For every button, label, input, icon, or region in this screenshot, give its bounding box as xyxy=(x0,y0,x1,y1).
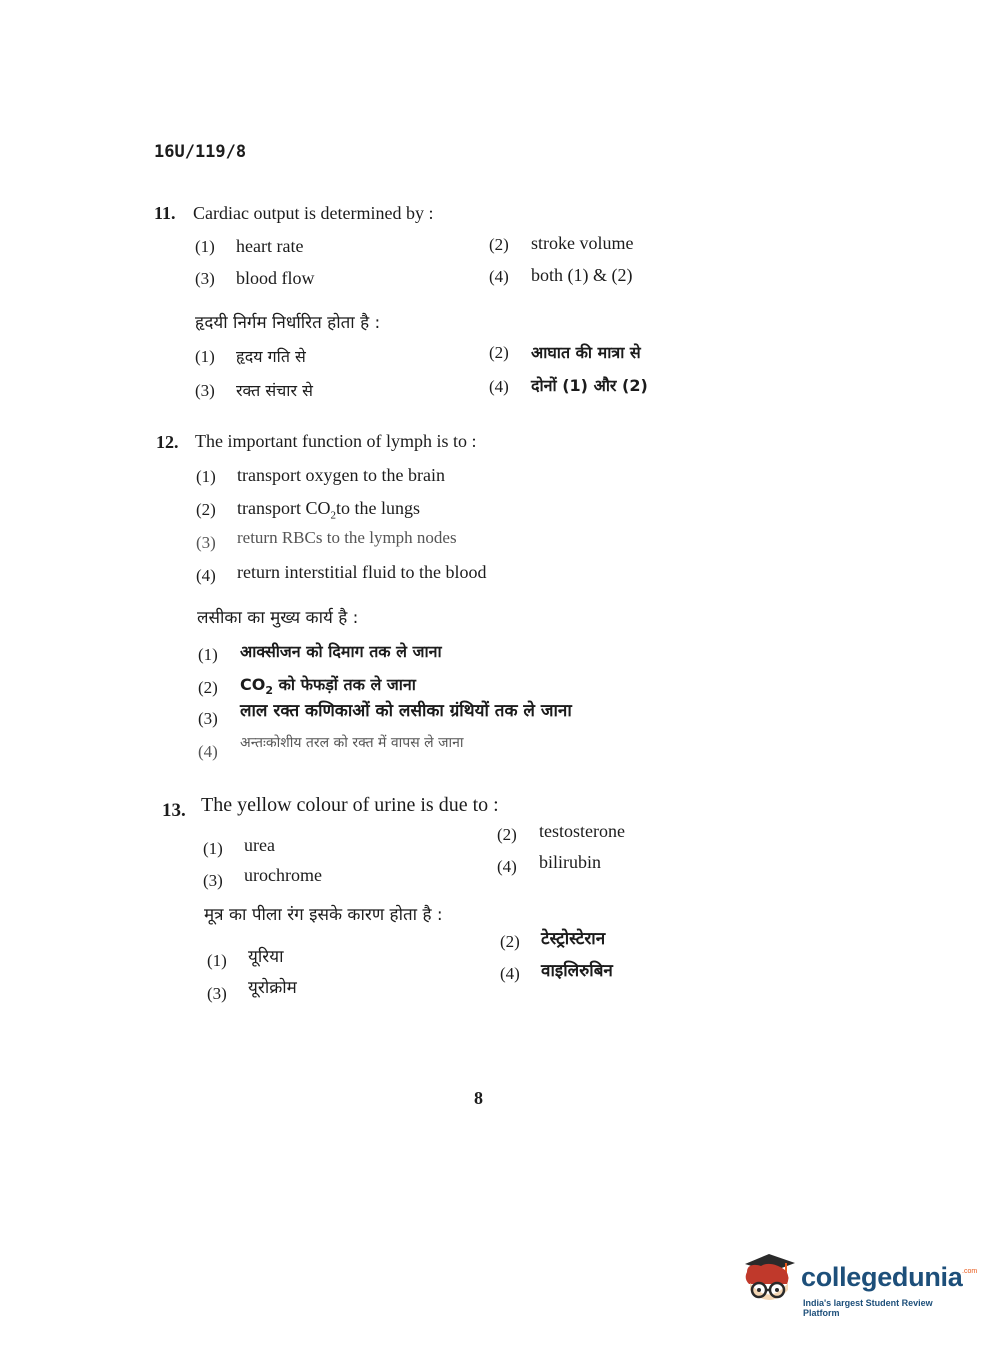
option-number: (3) xyxy=(207,984,227,1003)
option-text: stroke volume xyxy=(531,233,634,253)
collegedunia-logo xyxy=(741,1250,978,1320)
option-number: (3) xyxy=(195,269,215,288)
option-number: (1) xyxy=(203,839,223,858)
mascot-icon xyxy=(741,1250,801,1312)
option-text: transport oxygen to the brain xyxy=(237,465,445,485)
option-text: urochrome xyxy=(244,865,322,885)
option-number: (4) xyxy=(489,267,509,286)
page-number: 8 xyxy=(474,1088,483,1108)
option-number: (4) xyxy=(500,964,520,983)
option-text: return RBCs to the lymph nodes xyxy=(237,528,457,547)
question-number: 12. xyxy=(156,432,179,452)
option-text: आघात की मात्रा से xyxy=(531,343,641,362)
option-text: वाइलिरुबिन xyxy=(541,961,613,981)
option-text: return interstitial fluid to the blood xyxy=(237,562,487,582)
option-text: आक्सीजन को दिमाग तक ले जाना xyxy=(240,642,442,661)
option-number: (4) xyxy=(497,857,517,876)
logo-domain: .com xyxy=(962,1268,978,1275)
option-text: यूरिया xyxy=(248,947,284,967)
option-text: both (1) & (2) xyxy=(531,265,633,285)
option-text: रक्त संचार से xyxy=(236,381,313,400)
question-number: 11. xyxy=(154,203,176,223)
option-number: (2) xyxy=(497,825,517,844)
option-text: transport $CO_2to$ the lungs xyxy=(237,498,420,522)
option-text: दोनों (1) और (2) xyxy=(531,376,648,395)
question-text-en: The important function of lymph is to : xyxy=(195,431,477,451)
option-text: अन्तःकोशीय तरल को रक्त में वापस ले जाना xyxy=(240,735,464,751)
option-number: (4) xyxy=(198,742,218,761)
option-text: bilirubin xyxy=(539,852,601,872)
question-text-en: The yellow colour of urine is due to : xyxy=(201,794,499,816)
option-text: $CO_2$ को फेफड़ों तक ले जाना xyxy=(240,675,416,698)
question-text-hi: हृदयी निर्गम निर्धारित होता है : xyxy=(195,313,381,333)
option-number: (3) xyxy=(196,533,216,552)
option-text: हृदय गति से xyxy=(236,347,306,366)
option-number: (4) xyxy=(489,377,509,396)
option-text: लाल रक्त कणिकाओं को लसीका ग्रंथियों तक ले जाना xyxy=(240,701,572,721)
option-number: (2) xyxy=(196,500,216,519)
option-text: heart rate xyxy=(236,236,304,256)
option-text: यूरोक्रोम xyxy=(248,978,297,998)
option-text: testosterone xyxy=(539,821,625,841)
option-text: blood flow xyxy=(236,268,315,288)
option-number: (3) xyxy=(203,871,223,890)
option-number: (1) xyxy=(196,467,216,486)
question-text-hi: लसीका का मुख्य कार्य है : xyxy=(197,608,359,628)
option-number: (3) xyxy=(198,709,218,728)
option-text: urea xyxy=(244,835,275,855)
paper-code: 16U/119/8 xyxy=(154,142,247,162)
option-number: (2) xyxy=(489,343,509,362)
question-text-en: Cardiac output is determined by : xyxy=(193,203,434,223)
option-text: टेस्ट्रोस्टेरान xyxy=(541,929,606,949)
option-number: (1) xyxy=(207,951,227,970)
option-number: (1) xyxy=(198,645,218,664)
option-number: (2) xyxy=(500,932,520,951)
option-number: (1) xyxy=(195,237,215,256)
option-number: (3) xyxy=(195,381,215,400)
logo-tagline: India's largest Student Review Platform xyxy=(803,1298,933,1318)
question-text-hi: मूत्र का पीला रंग इसके कारण होता है : xyxy=(204,905,443,925)
option-number: (1) xyxy=(195,347,215,366)
question-number: 13. xyxy=(162,800,186,821)
option-number: (4) xyxy=(196,566,216,585)
logo-wordmark: collegedunia xyxy=(801,1262,963,1292)
option-number: (2) xyxy=(198,678,218,697)
option-number: (2) xyxy=(489,235,509,254)
